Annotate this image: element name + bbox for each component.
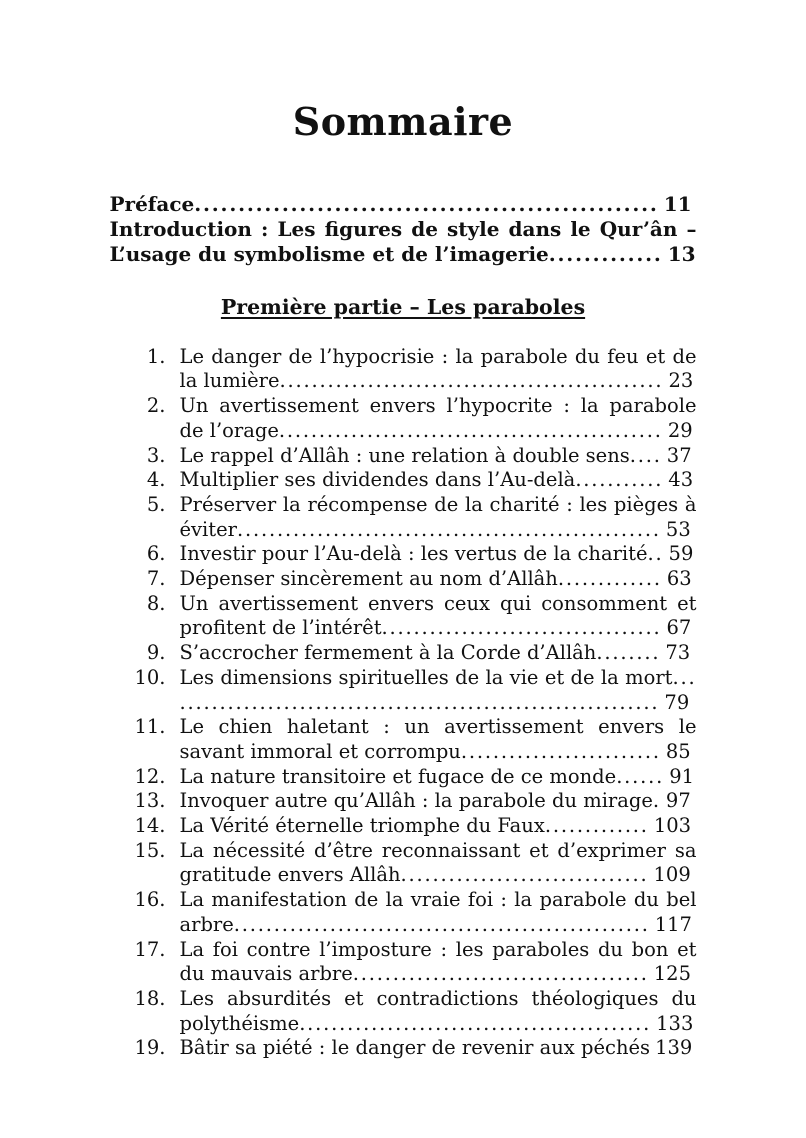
dot-leader: .​.​	[647, 542, 664, 566]
entry-page: 11	[663, 191, 692, 216]
entry-body	[166, 394, 697, 443]
toc-entry	[110, 715, 697, 764]
dot-leader: .​.​.​.​.​.​.​.​.​.​.​.​.​.​.​.​.​.​.​.​.​.​.​.​.​	[460, 739, 661, 763]
toc-entry	[110, 592, 697, 641]
entry-number: 3.	[146, 443, 166, 467]
entry-label: Le chien haletant : un avertissement envers le savant immoral et corrompu	[179, 715, 697, 763]
entry-label: Introduction : Les figures de style dans le Qur’ân – L’usage du symbolisme et de l’imagerie	[109, 216, 697, 266]
toc-entry	[110, 493, 697, 542]
toc-entry	[110, 987, 697, 1036]
dot-leader: .​.​.​.​.​.​	[616, 764, 665, 788]
toc-entry	[110, 641, 697, 666]
toc-entry-list	[110, 345, 697, 1061]
entry-page: 63	[666, 567, 692, 591]
entry-page: 133	[656, 1011, 694, 1035]
entry-number: 2.	[146, 394, 166, 418]
entry-page: 29	[667, 418, 693, 442]
entry-label: Un avertissement envers l’hypocrite : la parabole de l’orage	[179, 394, 697, 442]
dot-leader: .​.​.​.​.​.​.​.​.​.​.​.​.​.​.​.​.​.​.​.​.​.​.​.​.​.​.​.​.​.​.​.​.​.​.​	[381, 616, 662, 640]
entry-number: 18.	[134, 986, 166, 1010]
entry-page: 73	[665, 641, 691, 665]
toc-entry	[110, 839, 697, 888]
entry-page: 53	[665, 517, 691, 541]
entry-number: 15.	[134, 838, 166, 862]
entry-number: 19.	[134, 1036, 166, 1060]
entry-number: 12.	[134, 764, 166, 788]
entry-body	[166, 888, 697, 937]
entry-body	[166, 715, 697, 764]
entry-body	[166, 938, 697, 987]
entry-body	[166, 592, 697, 641]
entry-page: 23	[668, 369, 694, 393]
dot-leader: .​.​.​.​.​.​.​.​.​.​.​.​.​.​.​.​.​.​.​.​.​.​.​.​.​.​.​.​.​.​.​.​.​.​.​.​.​.​.​.​.​.​.​.​	[299, 1011, 652, 1035]
front-matter-entries	[110, 192, 697, 267]
entry-body	[166, 468, 697, 493]
entry-label: Un avertissement envers ceux qui consomment et profitent de l’intérêt	[179, 591, 697, 640]
entry-page: 85	[665, 739, 691, 763]
entry-page: 13	[667, 241, 696, 266]
dot-leader: .​	[652, 789, 661, 813]
entry-body	[166, 765, 697, 790]
entry-page: 79	[664, 690, 690, 714]
entry-label: Le rappel d’Allâh : une relation à double sens	[179, 443, 630, 467]
dot-leader: .​.​.​.​.​.​.​.​.​.​.​.​.​	[544, 814, 649, 838]
dot-leader: .​.​.​.​.​.​.​.​	[596, 641, 661, 665]
dot-leader: .​.​.​.​	[629, 443, 662, 467]
entry-label: La foi contre l’imposture : les paraboles du bon et du mauvais arbre	[179, 937, 697, 986]
entry-number: 1.	[146, 344, 166, 368]
toc-entry	[110, 468, 697, 493]
toc-entry	[110, 444, 697, 469]
entry-number: 11.	[134, 715, 166, 739]
entry-body	[166, 814, 697, 839]
dot-leader: .​.​.​.​.​.​.​.​.​.​.​.​.​.​.​.​.​.​.​.​.​.​.​.​.​.​.​.​.​.​.​.​.​.​.​.​.​.​.​.​.​.​.​.​.​.​.​.​.​.​.​.​.​	[237, 517, 661, 541]
dot-leader: .​.​.​.​.​.​.​.​.​.​.​.​.​.​.​.​.​.​.​.​.​.​.​.​.​.​.​.​.​.​.​.​.​.​.​.​.​.​.​.​.​.​.​.​.​.​.​.​.​.​.​.​.​	[194, 191, 659, 216]
entry-body	[166, 542, 697, 567]
entry-number: 10.	[134, 665, 166, 689]
dot-leader: .​.​.​.​.​.​.​.​.​.​.​.​.​.​.​.​.​.​.​.​.​.​.​.​.​.​.​.​.​.​.​.​.​.​.​.​.​.​.​.​.​.​.​.​.​.​.​.​	[278, 418, 663, 442]
entry-number: 14.	[134, 814, 166, 838]
dot-leader: .​.​.​.​.​.​.​.​.​.​.​.​.​	[557, 567, 662, 591]
dot-leader: .​.​.​.​.​.​.​.​.​.​.​	[575, 468, 664, 492]
entry-label: La manifestation de la vraie foi : la parabole du bel arbre	[179, 888, 697, 936]
entry-label: Préserver la récompense de la charité : les pièges à éviter	[179, 492, 697, 541]
entry-label: La Vérité éternelle triomphe du Faux	[179, 814, 545, 838]
entry-page: 43	[668, 468, 694, 492]
toc-entry	[110, 666, 697, 715]
entry-label: Les absurdités et contradictions théologiques du polythéisme	[179, 986, 697, 1035]
entry-label: Invoquer autre qu’Allâh : la parabole du mirage	[179, 789, 653, 813]
dot-leader: .​.​.​.​.​.​.​.​.​.​.​.​.​.​.​.​.​.​.​.​.​.​.​.​.​.​.​.​.​.​.​.​.​.​.​.​.​.​.​.​.​.​.​.​.​.​.​.​.​.​.​.​.​.​.​.​.​.​.​.​.​.​.​	[179, 665, 697, 714]
entry-body	[166, 789, 697, 814]
part-heading: Première partie – Les paraboles	[220, 294, 586, 319]
entry-body	[166, 567, 697, 592]
toc-entry	[110, 567, 697, 592]
entry-page: 109	[653, 863, 691, 887]
entry-label: Bâtir sa piété : le danger de revenir aux péchés	[179, 1036, 651, 1060]
entry-page: 37	[666, 443, 692, 467]
entry-body	[166, 345, 697, 394]
toc-entry	[110, 938, 697, 987]
dot-leader: .​.​.​.​.​.​.​.​.​.​.​.​.​.​.​.​.​.​.​.​.​.​.​.​.​.​.​.​.​.​.​.​.​.​.​.​.​	[352, 962, 649, 986]
entry-page: 117	[654, 912, 692, 936]
entry-number: 6.	[146, 542, 166, 566]
entry-label: Dépenser sincèrement au nom d’Allâh	[179, 567, 558, 591]
entry-body	[166, 493, 697, 542]
entry-number: 8.	[146, 591, 166, 615]
entry-number: 4.	[146, 468, 166, 492]
toc-entry	[110, 345, 697, 394]
entry-page: 67	[666, 616, 692, 640]
dot-leader: .​.​.​.​.​.​.​.​.​.​.​.​.​.​.​.​.​.​.​.​.​.​.​.​.​.​.​.​.​.​.​	[400, 863, 649, 887]
entry-label: S’accrocher fermement à la Corde d’Allâh	[179, 641, 597, 665]
entry-body	[166, 666, 697, 715]
entry-label: Investir pour l’Au-delà : les vertus de la charité	[179, 542, 648, 566]
entry-page: 139	[655, 1036, 693, 1060]
entry-number: 17.	[134, 937, 166, 961]
toc-entry	[110, 888, 697, 937]
toc-entry	[110, 394, 697, 443]
page-title: Sommaire	[292, 99, 514, 144]
entry-body	[166, 641, 697, 666]
front-entry	[110, 192, 697, 217]
entry-label: La nécessité d’être reconnaissant et d’exprimer sa gratitude envers Allâh	[179, 838, 697, 887]
entry-page: 97	[665, 789, 691, 813]
entry-body	[166, 987, 697, 1036]
entry-body	[166, 444, 697, 469]
entry-label: La nature transitoire et fugace de ce monde	[179, 764, 617, 788]
entry-page: 125	[653, 962, 691, 986]
entry-page: 91	[669, 764, 695, 788]
entry-label: Le danger de l’hypocrisie : la parabole du feu et de la lumière	[179, 344, 697, 393]
entry-label: Les dimensions spirituelles de la vie et de la mort	[179, 665, 673, 689]
entry-number: 9.	[146, 641, 166, 665]
entry-number: 13.	[134, 789, 166, 813]
toc-entry	[110, 814, 697, 839]
entry-page: 59	[668, 542, 694, 566]
front-entry	[110, 217, 697, 267]
toc-entry	[110, 789, 697, 814]
toc-content	[110, 192, 697, 1061]
entry-body	[166, 839, 697, 888]
toc-entry	[110, 1036, 697, 1061]
entry-body	[166, 1036, 697, 1061]
toc-entry	[110, 765, 697, 790]
dot-leader: .​.​.​.​.​.​.​.​.​.​.​.​.​	[548, 241, 663, 266]
entry-page: 103	[653, 814, 692, 838]
dot-leader: .​.​.​.​.​.​.​.​.​.​.​.​.​.​.​.​.​.​.​.​.​.​.​.​.​.​.​.​.​.​.​.​.​.​.​.​.​.​.​.​.​.​.​.​.​.​.​.​.​.​.​.​	[233, 912, 650, 936]
entry-number: 7.	[146, 567, 166, 591]
entry-number: 5.	[146, 492, 166, 516]
dot-leader: .​.​.​.​.​.​.​.​.​.​.​.​.​.​.​.​.​.​.​.​.​.​.​.​.​.​.​.​.​.​.​.​.​.​.​.​.​.​.​.​.​.​.​.​.​.​.​.​	[279, 369, 664, 393]
entry-number: 16.	[134, 888, 166, 912]
entry-label: Multiplier ses dividendes dans l’Au-delà	[179, 468, 576, 492]
entry-label: Préface	[109, 191, 195, 216]
toc-entry	[110, 542, 697, 567]
